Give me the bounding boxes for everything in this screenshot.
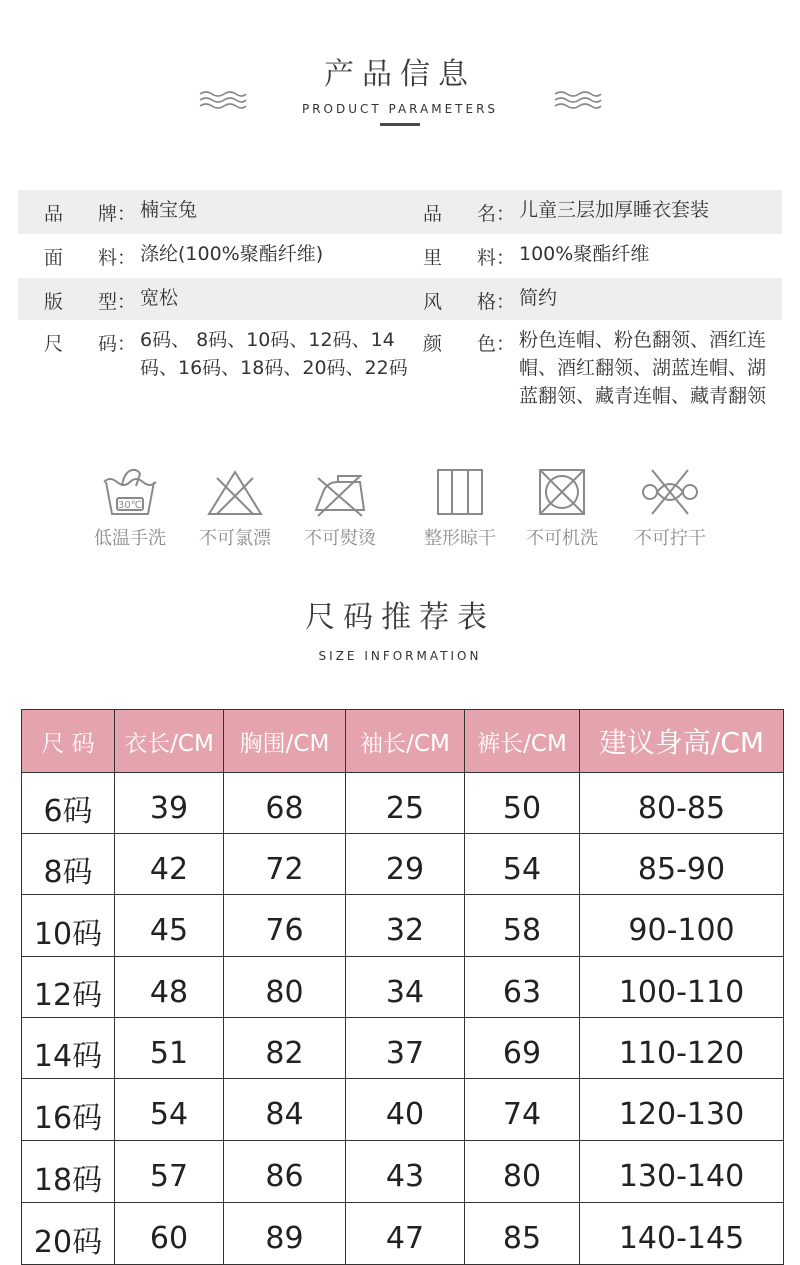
- cell-value: 68: [224, 773, 346, 834]
- cell-value: 37: [346, 1018, 465, 1079]
- header-size: 尺 码: [22, 710, 115, 773]
- dry-flat-icon: [428, 462, 492, 518]
- wave-decoration-icon: [553, 88, 603, 112]
- table-row: [22, 1141, 784, 1203]
- cell-value: 32: [346, 895, 465, 957]
- param-value: 楠宝兔: [140, 199, 198, 221]
- cell-value: 58: [465, 895, 580, 957]
- cell-value: 110-120: [580, 1018, 784, 1079]
- product-section-subtitle: PRODUCT PARAMETERS: [301, 102, 499, 116]
- cell-value: 89: [224, 1203, 346, 1265]
- cell-value: 48: [115, 957, 224, 1018]
- cell-value: 130-140: [580, 1141, 784, 1203]
- wave-decoration-icon: [198, 88, 248, 112]
- cell-size: 16码: [22, 1079, 115, 1141]
- param-product-name: [423, 199, 778, 226]
- care-label: 不可机洗: [526, 528, 598, 549]
- cell-value: 54: [115, 1079, 224, 1141]
- care-label: 低温手洗: [94, 528, 166, 549]
- cell-value: 74: [465, 1079, 580, 1141]
- cell-value: 82: [224, 1018, 346, 1079]
- cell-value: 25: [346, 773, 465, 834]
- cell-value: 85-90: [580, 834, 784, 895]
- table-row: [22, 773, 784, 834]
- param-row: [18, 190, 782, 234]
- no-machine-wash-icon: [530, 462, 594, 518]
- table-row: [22, 895, 784, 957]
- care-item-no-bleach: [185, 462, 285, 550]
- cell-value: 51: [115, 1018, 224, 1079]
- cell-value: 60: [115, 1203, 224, 1265]
- no-iron-icon: [308, 462, 372, 518]
- cell-value: 54: [465, 834, 580, 895]
- param-value: 100%聚酯纤维: [519, 243, 650, 265]
- param-brand: [44, 199, 414, 226]
- cell-value: 45: [115, 895, 224, 957]
- cell-value: 47: [346, 1203, 465, 1265]
- cell-value: 80-85: [580, 773, 784, 834]
- cell-value: 80: [224, 957, 346, 1018]
- care-label: 整形晾干: [424, 528, 496, 549]
- param-value: 6码、 8码、10码、12码、14码、16码、18码、20码、22码: [140, 329, 408, 379]
- header-top-length: 衣长/CM: [115, 710, 224, 773]
- param-label: 尺 码：: [44, 333, 136, 355]
- table-row: [22, 957, 784, 1018]
- cell-value: 84: [224, 1079, 346, 1141]
- cell-size: 12码: [22, 957, 115, 1018]
- cell-size: 14码: [22, 1018, 115, 1079]
- header-chest: 胸围/CM: [224, 710, 346, 773]
- care-badge: 30℃: [118, 500, 142, 511]
- cell-value: 50: [465, 773, 580, 834]
- param-label: 面 料：: [44, 247, 136, 269]
- cell-value: 80: [465, 1141, 580, 1203]
- care-item-no-iron: [290, 462, 390, 550]
- table-header-row: [22, 710, 784, 773]
- care-label: 不可拧干: [634, 528, 706, 549]
- table-row: [22, 1079, 784, 1141]
- param-row: [18, 234, 782, 278]
- cell-value: 85: [465, 1203, 580, 1265]
- cell-size: 6码: [22, 773, 115, 834]
- param-label: 里 料：: [423, 247, 515, 269]
- param-lining: [423, 243, 778, 270]
- table-row: [22, 1203, 784, 1265]
- param-label: 颜 色：: [423, 333, 515, 355]
- hand-wash-30c-icon: [98, 462, 162, 518]
- no-wring-icon: [638, 462, 702, 518]
- header-recommended-height: 建议身高/CM: [580, 710, 784, 773]
- cell-value: 140-145: [580, 1203, 784, 1265]
- care-item-dry-flat: [410, 462, 510, 550]
- cell-value: 42: [115, 834, 224, 895]
- param-value: 涤纶(100%聚酯纤维): [140, 243, 324, 265]
- param-style: [423, 287, 778, 314]
- param-label: 版 型：: [44, 291, 136, 313]
- param-fit: [44, 287, 414, 314]
- size-table: [21, 709, 784, 1265]
- cell-value: 34: [346, 957, 465, 1018]
- header-pants-length: 裤长/CM: [465, 710, 580, 773]
- param-fabric: [44, 243, 414, 270]
- cell-value: 72: [224, 834, 346, 895]
- cell-size: 20码: [22, 1203, 115, 1265]
- param-colors: [423, 329, 778, 410]
- cell-value: 43: [346, 1141, 465, 1203]
- param-row: [18, 278, 782, 320]
- param-sizes: [44, 329, 414, 382]
- size-section-header: [0, 598, 800, 664]
- product-section-title: 产品信息: [324, 57, 476, 92]
- cell-value: 69: [465, 1018, 580, 1079]
- size-section-title: 尺码推荐表: [305, 600, 495, 635]
- param-value: 粉色连帽、粉色翻领、酒红连帽、酒红翻领、湖蓝连帽、湖蓝翻领、藏青连帽、藏青翻领: [519, 329, 767, 407]
- cell-value: 40: [346, 1079, 465, 1141]
- header-sleeve: 袖长/CM: [346, 710, 465, 773]
- title-underline: [380, 123, 420, 126]
- cell-value: 57: [115, 1141, 224, 1203]
- param-value: 简约: [519, 287, 558, 309]
- cell-value: 86: [224, 1141, 346, 1203]
- care-label: 不可熨烫: [304, 528, 376, 549]
- cell-size: 18码: [22, 1141, 115, 1203]
- cell-size: 10码: [22, 895, 115, 957]
- product-parameters: [18, 190, 782, 450]
- cell-value: 90-100: [580, 895, 784, 957]
- param-label: 品 名：: [423, 203, 515, 225]
- care-item-no-wring: [620, 462, 720, 550]
- cell-value: 63: [465, 957, 580, 1018]
- cell-value: 76: [224, 895, 346, 957]
- param-label: 风 格：: [423, 291, 515, 313]
- table-row: [22, 1018, 784, 1079]
- product-section-header: [0, 55, 800, 126]
- param-value: 宽松: [140, 287, 179, 309]
- care-label: 不可氯漂: [199, 528, 271, 549]
- size-section-subtitle: SIZE INFORMATION: [318, 649, 482, 663]
- cell-value: 39: [115, 773, 224, 834]
- cell-value: 100-110: [580, 957, 784, 1018]
- care-item-hand-wash: [80, 462, 180, 550]
- cell-value: 29: [346, 834, 465, 895]
- param-label: 品 牌：: [44, 203, 136, 225]
- table-row: [22, 834, 784, 895]
- param-value: 儿童三层加厚睡衣套装: [519, 199, 710, 221]
- care-instructions: [80, 462, 730, 562]
- cell-value: 120-130: [580, 1079, 784, 1141]
- care-item-no-machine-wash: [512, 462, 612, 550]
- no-bleach-icon: [203, 462, 267, 518]
- param-row: [18, 320, 782, 450]
- cell-size: 8码: [22, 834, 115, 895]
